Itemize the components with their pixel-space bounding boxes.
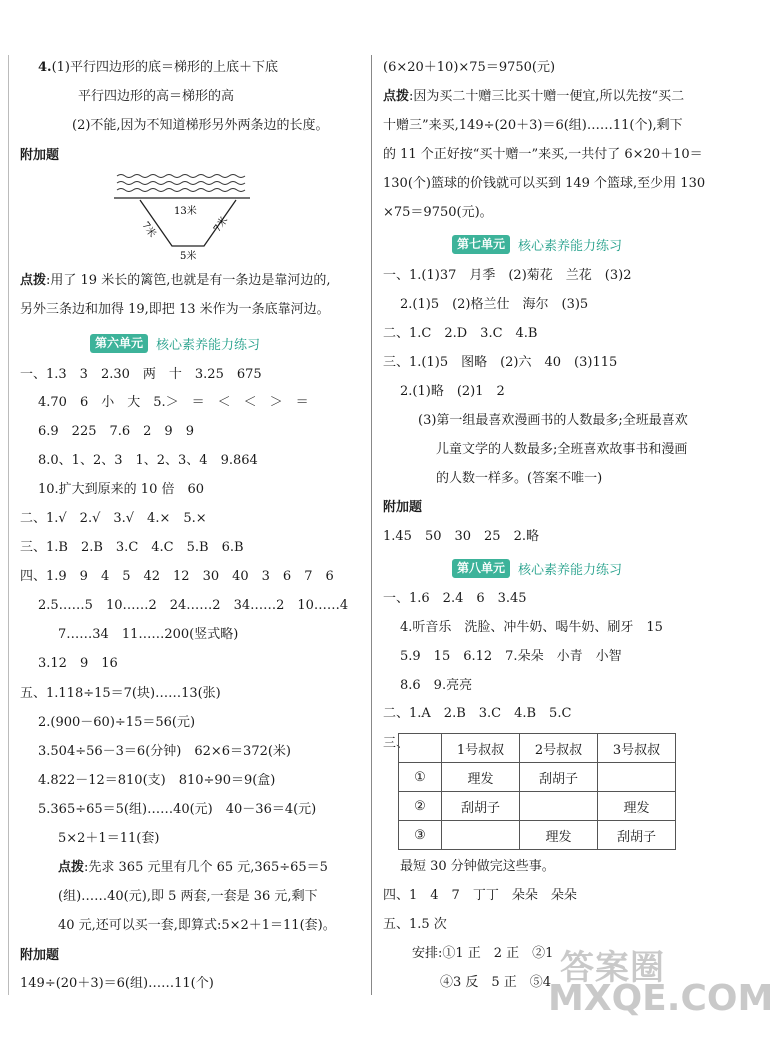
- label-5m: 5米: [180, 251, 197, 262]
- table-cell: 刮胡子: [598, 821, 676, 850]
- u7-l2: 2.(1)5 (2)格兰仕 海尔 (3)5: [400, 297, 589, 312]
- schedule-table: [398, 733, 676, 850]
- u6-s5-l4: 4.822－12＝810(支) 810÷90＝9(盒): [38, 773, 276, 788]
- table-row: [399, 792, 676, 821]
- tip-1-line1: 点拨:用了 19 米长的篱笆,也就是有一条边是靠河边的,: [20, 273, 331, 288]
- u7-l7: 儿童文学的人数最多;全班喜欢故事书和漫画: [436, 442, 688, 457]
- table-row: [399, 763, 676, 792]
- q4-line3: (2)不能,因为不知道梯形另外两条边的长度。: [72, 118, 329, 133]
- trapezoid-figure: [112, 170, 252, 262]
- u8-s5: 五、1.5 次: [383, 917, 447, 932]
- u7-l4: 三、1.(1)5 图略 (2)六 40 (3)115: [383, 355, 618, 370]
- u6-s5-l5: 5.365÷65＝5(组)……40(元) 40－36＝4(元): [38, 802, 317, 817]
- u8-l2: 4.听音乐 洗脸、冲牛奶、喝牛奶、刷牙 15: [400, 620, 663, 635]
- after-table: 最短 30 分钟做完这些事。: [400, 859, 555, 874]
- u8-l4: 8.6 9.亮亮: [400, 678, 473, 693]
- u6-s1-l4: 8.0、1、2、3 1、2、3、4 9.864: [38, 453, 258, 468]
- u6-s2: 二、1.√ 2.√ 3.√ 4.× 5.×: [20, 511, 207, 526]
- u6-s1-l3: 6.9 225 7.6 2 9 9: [38, 424, 194, 439]
- table-header: 3号叔叔: [598, 734, 676, 763]
- u7-l5: 2.(1)略 (2)1 2: [400, 384, 505, 399]
- r-tip-l5: ×75＝9750(元)。: [383, 205, 493, 220]
- left-margin-line: [8, 55, 9, 995]
- unit6-title: 核心素养能力练习: [156, 337, 261, 353]
- u7-l1: 一、1.(1)37 月季 (2)菊花 兰花 (3)2: [383, 268, 632, 283]
- r-tip-l4: 130(个)篮球的价钱就可以买到 149 个篮球,至少用 130: [383, 176, 706, 191]
- u8-l5: 二、1.A 2.B 3.C 4.B 5.C: [383, 706, 572, 721]
- unit8-badge: 第八单元: [452, 559, 510, 578]
- extra-title-3: 附加题: [383, 500, 423, 515]
- q4-line2: 平行四边形的高＝梯形的高: [78, 89, 235, 104]
- table-cell: [399, 734, 442, 763]
- extra-title-1: 附加题: [20, 148, 60, 163]
- u6-s4-l1: 四、1.9 9 4 5 42 12 30 40 3 6 7 6: [20, 569, 334, 584]
- extra3-line1: 1.45 50 30 25 2.略: [383, 529, 539, 544]
- r-tip-l2: 十赠三”来买,149÷(20＋3)＝6(组)……11(个),剩下: [383, 118, 683, 133]
- table-cell: 理发: [520, 821, 598, 850]
- watermark-url: MXQE.COM: [548, 978, 773, 1019]
- u6-s5-l6: 5×2＋1＝11(套): [58, 831, 160, 846]
- u6-s1-l5: 10.扩大到原来的 10 倍 60: [38, 482, 205, 497]
- arrangement-l1: 安排:①1 正 2 正 ②1: [412, 946, 554, 961]
- table-header: 2号叔叔: [520, 734, 598, 763]
- u6-s4-l2: 2.5……5 10……2 24……2 34……2 10……4: [38, 598, 349, 613]
- table-cell: ①: [399, 763, 442, 792]
- table-cell: [442, 821, 520, 850]
- extra2-line1: 149÷(20＋3)＝6(组)……11(个): [20, 976, 214, 991]
- table-cell: ②: [399, 792, 442, 821]
- label-13m: 13米: [174, 206, 197, 217]
- table-row: [399, 821, 676, 850]
- table-cell: 理发: [598, 792, 676, 821]
- water-waves: [117, 175, 245, 192]
- r-tip-l3: 的 11 个正好按“买十赠一”来买,一共付了 6×20＋10＝: [383, 147, 703, 162]
- tip-2-line3: 40 元,还可以买一套,即算式:5×2＋1＝11(套)。: [58, 918, 336, 933]
- u6-s4-l3: 7……34 11……200(竖式略): [58, 627, 239, 642]
- u6-s1-l2: 4.70 6 小 大 5.＞ ＝ ＜ ＜ ＞ ＝: [38, 395, 309, 410]
- unit7-title: 核心素养能力练习: [518, 238, 623, 254]
- tip-2-line1: 点拨:先求 365 元里有几个 65 元,365÷65＝5: [58, 860, 328, 875]
- u8-s4: 四、1 4 7 丁丁 朵朵 朵朵: [383, 888, 577, 903]
- u6-s1-l1: 一、1.3 3 2.30 两 十 3.25 675: [20, 367, 262, 382]
- table-cell: [520, 792, 598, 821]
- unit8-title: 核心素养能力练习: [518, 562, 623, 578]
- u8-l3: 5.9 15 6.12 7.朵朵 小青 小智: [400, 649, 622, 664]
- table-cell: 刮胡子: [442, 792, 520, 821]
- u6-s5-l2: 2.(900－60)÷15＝56(元): [38, 715, 196, 730]
- extra-title-2: 附加题: [20, 948, 60, 963]
- u7-l3: 二、1.C 2.D 3.C 4.B: [383, 326, 538, 341]
- table-header-row: [399, 734, 676, 763]
- u6-s3: 三、1.B 2.B 3.C 4.C 5.B 6.B: [20, 540, 244, 555]
- u7-l8: 的人数一样多。(答案不唯一): [436, 471, 603, 486]
- tip-2-line2: (组)……40(元),即 5 两套,一套是 36 元,剩下: [58, 889, 318, 904]
- unit8-heading: [452, 558, 622, 578]
- u8-s3-label: 三、: [383, 736, 410, 751]
- label-7m-left: 7米: [139, 220, 158, 240]
- watermark-logo: 答案圈: [560, 948, 665, 988]
- u8-l1: 一、1.6 2.4 6 3.45: [383, 591, 527, 606]
- u7-l6: (3)第一组最喜欢漫画书的人数最多;全班最喜欢: [418, 413, 688, 428]
- r-top-line: (6×20＋10)×75＝9750(元): [383, 60, 556, 75]
- unit6-heading: [90, 333, 260, 353]
- unit6-badge: 第六单元: [90, 334, 148, 353]
- table-cell: 理发: [442, 763, 520, 792]
- table-cell: ③: [399, 821, 442, 850]
- unit7-heading: [452, 234, 622, 254]
- arrangement-l2: ④3 反 5 正 ⑤4: [440, 975, 552, 990]
- u6-s5-l3: 3.504÷56－3＝6(分钟) 62×6＝372(米): [38, 744, 291, 759]
- r-tip-l1: 点拨:因为买二十赠三比买十赠一便宜,所以先按“买二: [383, 89, 685, 104]
- table-cell: 刮胡子: [520, 763, 598, 792]
- u6-s4-l4: 3.12 9 16: [38, 656, 118, 671]
- q4-line1: 4.(1)平行四边形的底＝梯形的上底＋下底: [38, 60, 278, 75]
- u6-s5-l1: 五、1.118÷15＝7(块)……13(张): [20, 686, 221, 701]
- table-cell: [598, 763, 676, 792]
- label-7m-right: 7米: [212, 214, 231, 235]
- column-divider: [371, 55, 372, 995]
- tip-1-line2: 另外三条边和加得 19,即把 13 米作为一条底靠河边。: [20, 302, 330, 317]
- unit7-badge: 第七单元: [452, 235, 510, 254]
- table-header: 1号叔叔: [442, 734, 520, 763]
